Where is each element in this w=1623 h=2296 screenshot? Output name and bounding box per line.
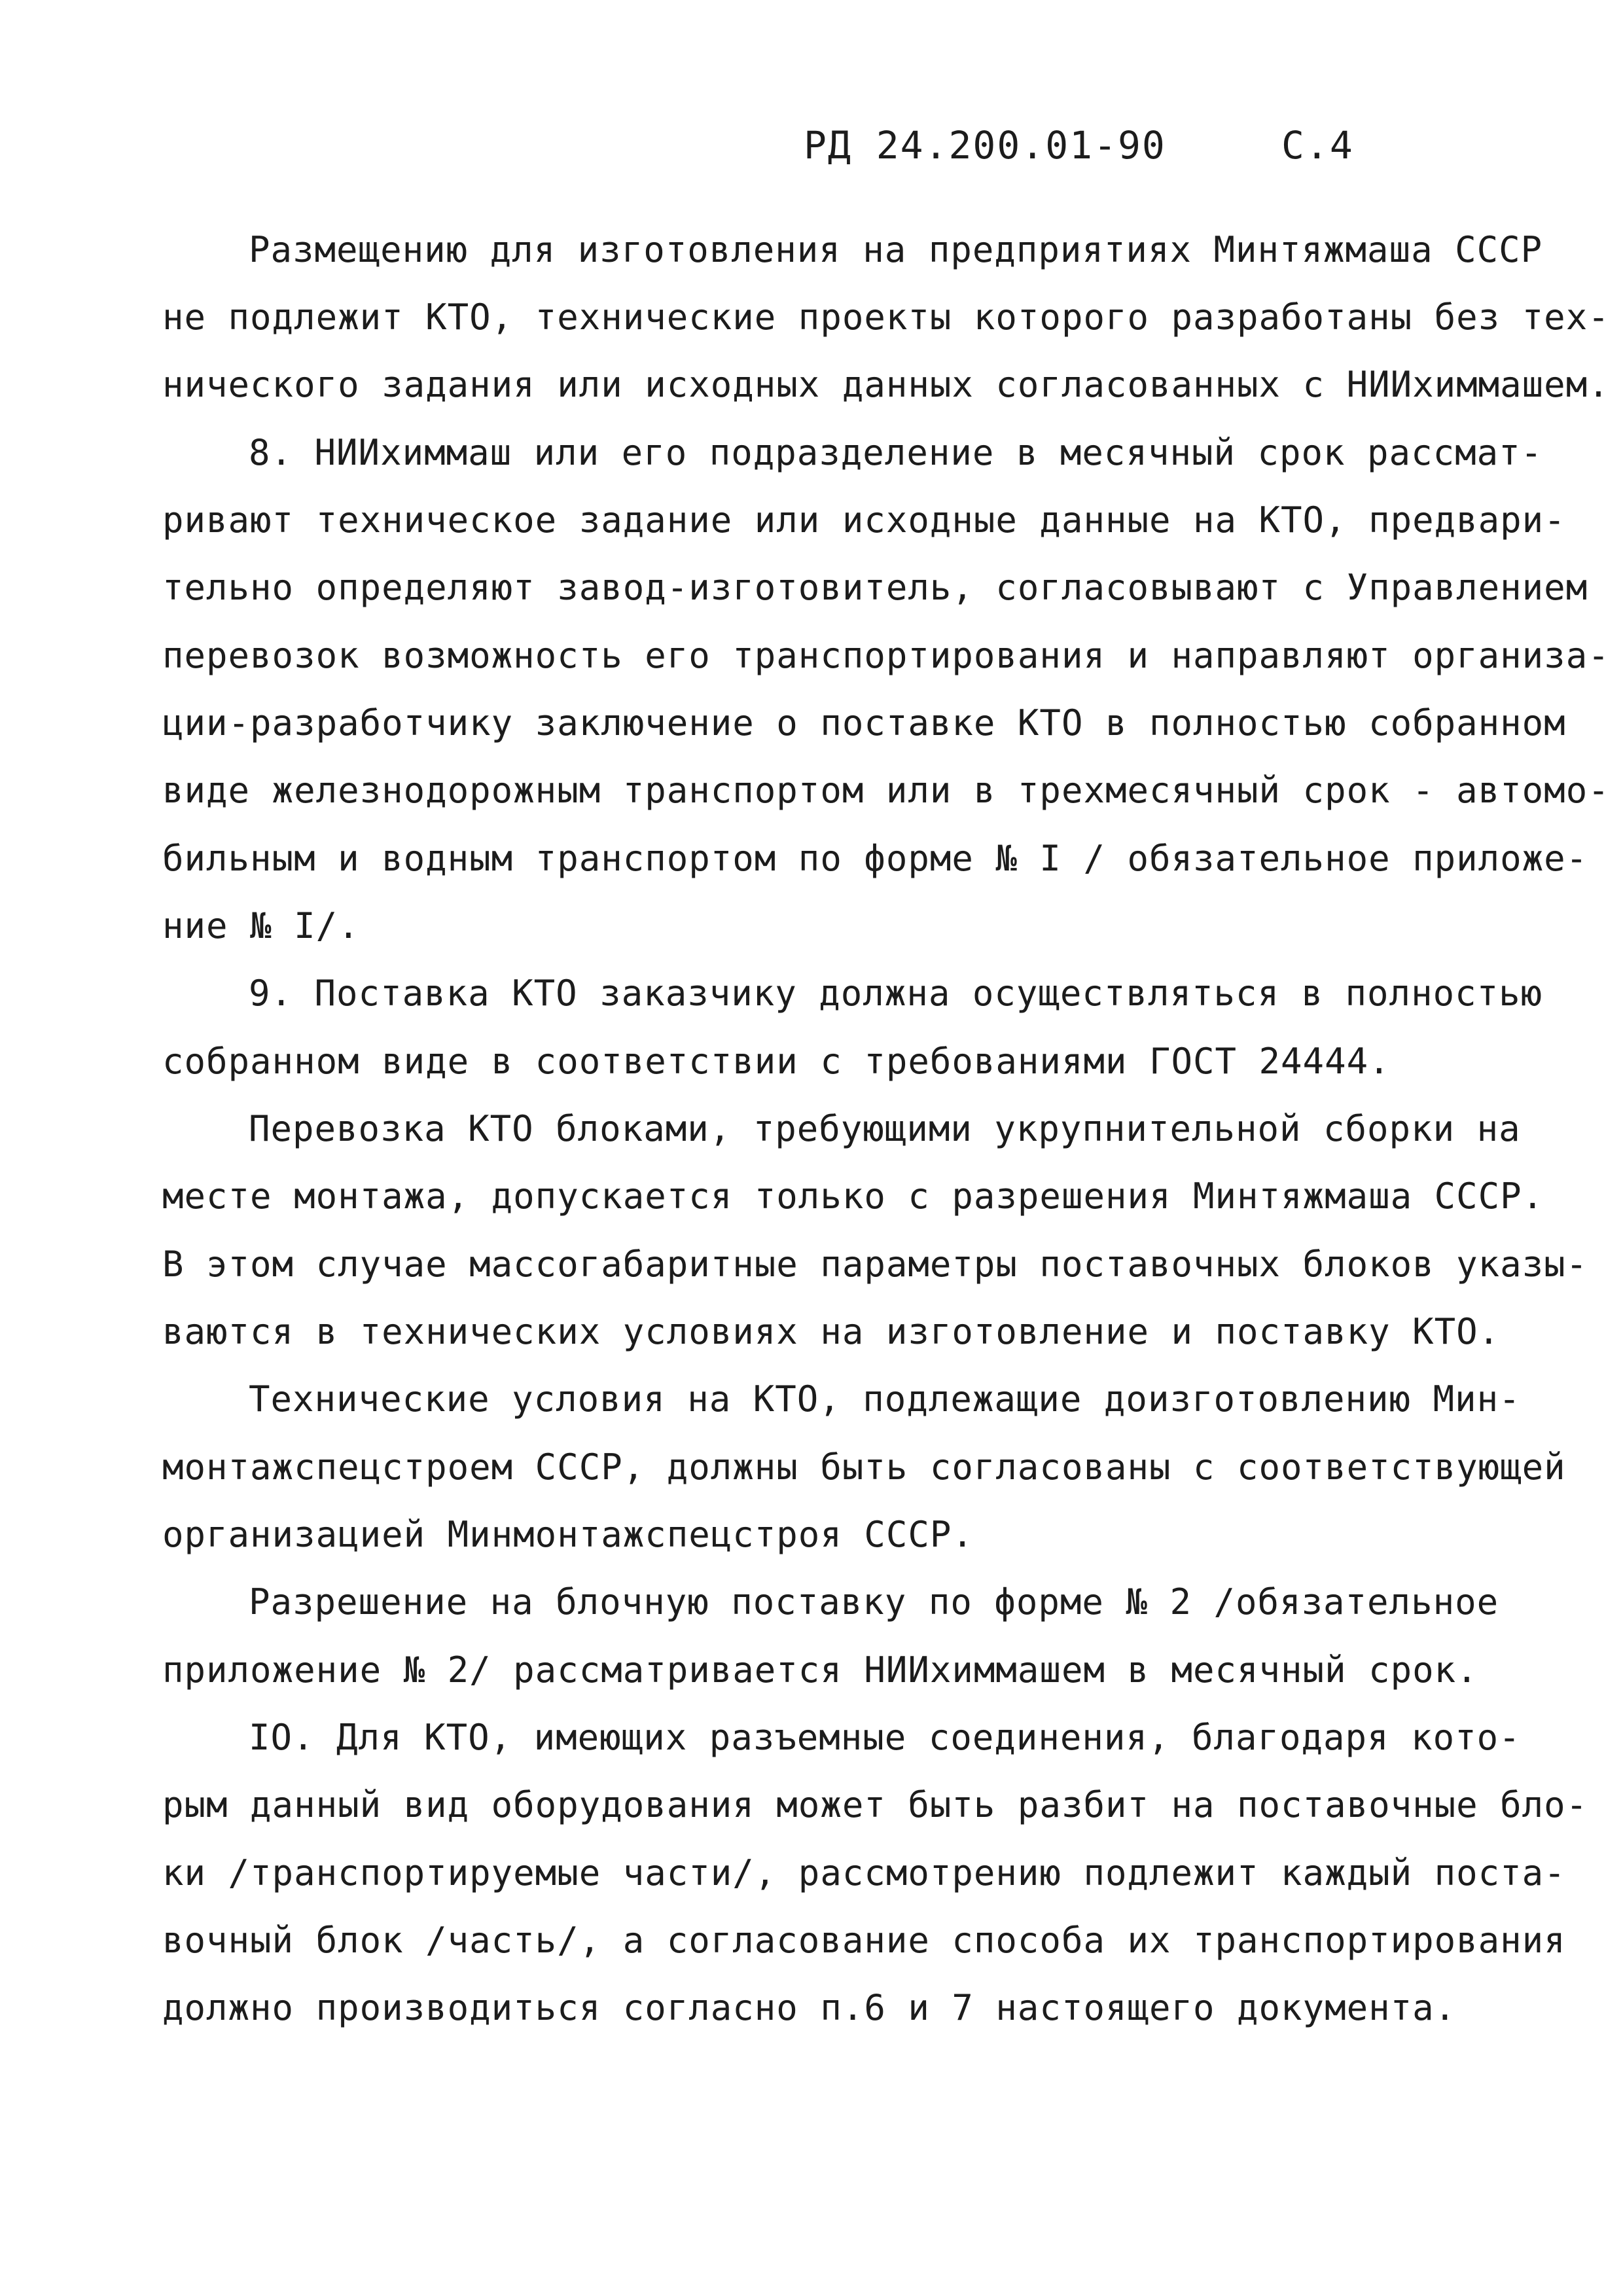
text-line: нического задания или исходных данных согласованных с НИИхиммашем. [162, 364, 1610, 405]
text-line: собранном виде в соответствии с требованиями ГОСТ 24444. [162, 1041, 1391, 1082]
text-line: тельно определяют завод-изготовитель, согласовывают с Управлением [162, 567, 1588, 608]
text-line: приложение № 2/ рассматривается НИИхиммашем в месячный срок. [162, 1649, 1478, 1691]
text-line: не подлежит КТО, технические проекты которого разработаны без тех- [162, 296, 1610, 338]
text-line: ваются в технических условиях на изготовление и поставку КТО. [162, 1311, 1501, 1352]
text-line: бильным и водным транспортом по форме № I / обязательное приложе- [162, 838, 1588, 879]
page-header [804, 111, 1366, 177]
text-line: организацией Минмонтажспецстроя СССР. [162, 1514, 974, 1555]
text-line: должно производиться согласно п.6 и 7 настоящего документа. [162, 1987, 1457, 2028]
text-line: перевозок возможность его транспортирования и направляют организа- [162, 635, 1610, 676]
text-line: монтажспецстроем СССР, должны быть согласованы с соответствующей [162, 1446, 1566, 1488]
text-line: Разрешение на блочную поставку по форме № 2 /обязательное [249, 1581, 1499, 1623]
document-code: РД 24.200.01-90 [804, 123, 1166, 168]
text-line: ривают техническое задание или исходные данные на КТО, предвари- [162, 499, 1566, 541]
text-line: Технические условия на КТО, подлежащие доизготовлению Мин- [249, 1378, 1521, 1420]
text-line: Перевозка КТО блоками, требующими укрупнительной сборки на [249, 1108, 1521, 1149]
text-line: Размещению для изготовления на предприятиях Минтяжмаша СССР [249, 229, 1543, 270]
text-line: ние № I/. [162, 905, 360, 946]
text-line: 8. НИИхиммаш или его подразделение в месячный срок рассмат- [249, 432, 1543, 473]
text-line: В этом случае массогабаритные параметры поставочных блоков указы- [162, 1244, 1588, 1285]
text-line: рым данный вид оборудования может быть разбит на поставочные бло- [162, 1784, 1588, 1825]
text-line: IO. Для КТО, имеющих разъемные соединения, благодаря кото- [249, 1717, 1521, 1758]
text-line: месте монтажа, допускается только с разрешения Минтяжмаша СССР. [162, 1175, 1544, 1217]
text-line: ки /транспортируемые части/, рассмотрению подлежит каждый поста- [162, 1852, 1566, 1893]
text-line: вочный блок /часть/, а согласование способа их транспортирования [162, 1920, 1566, 1961]
text-line: 9. Поставка КТО заказчику должна осуществляться в полностью [249, 973, 1543, 1014]
text-line: виде железнодорожным транспортом или в трехмесячный срок - автомо- [162, 770, 1610, 811]
text-line: ции-разработчику заключение о поставке КТО в полностью собранном [162, 702, 1566, 744]
page-number: С.4 [1281, 123, 1354, 168]
